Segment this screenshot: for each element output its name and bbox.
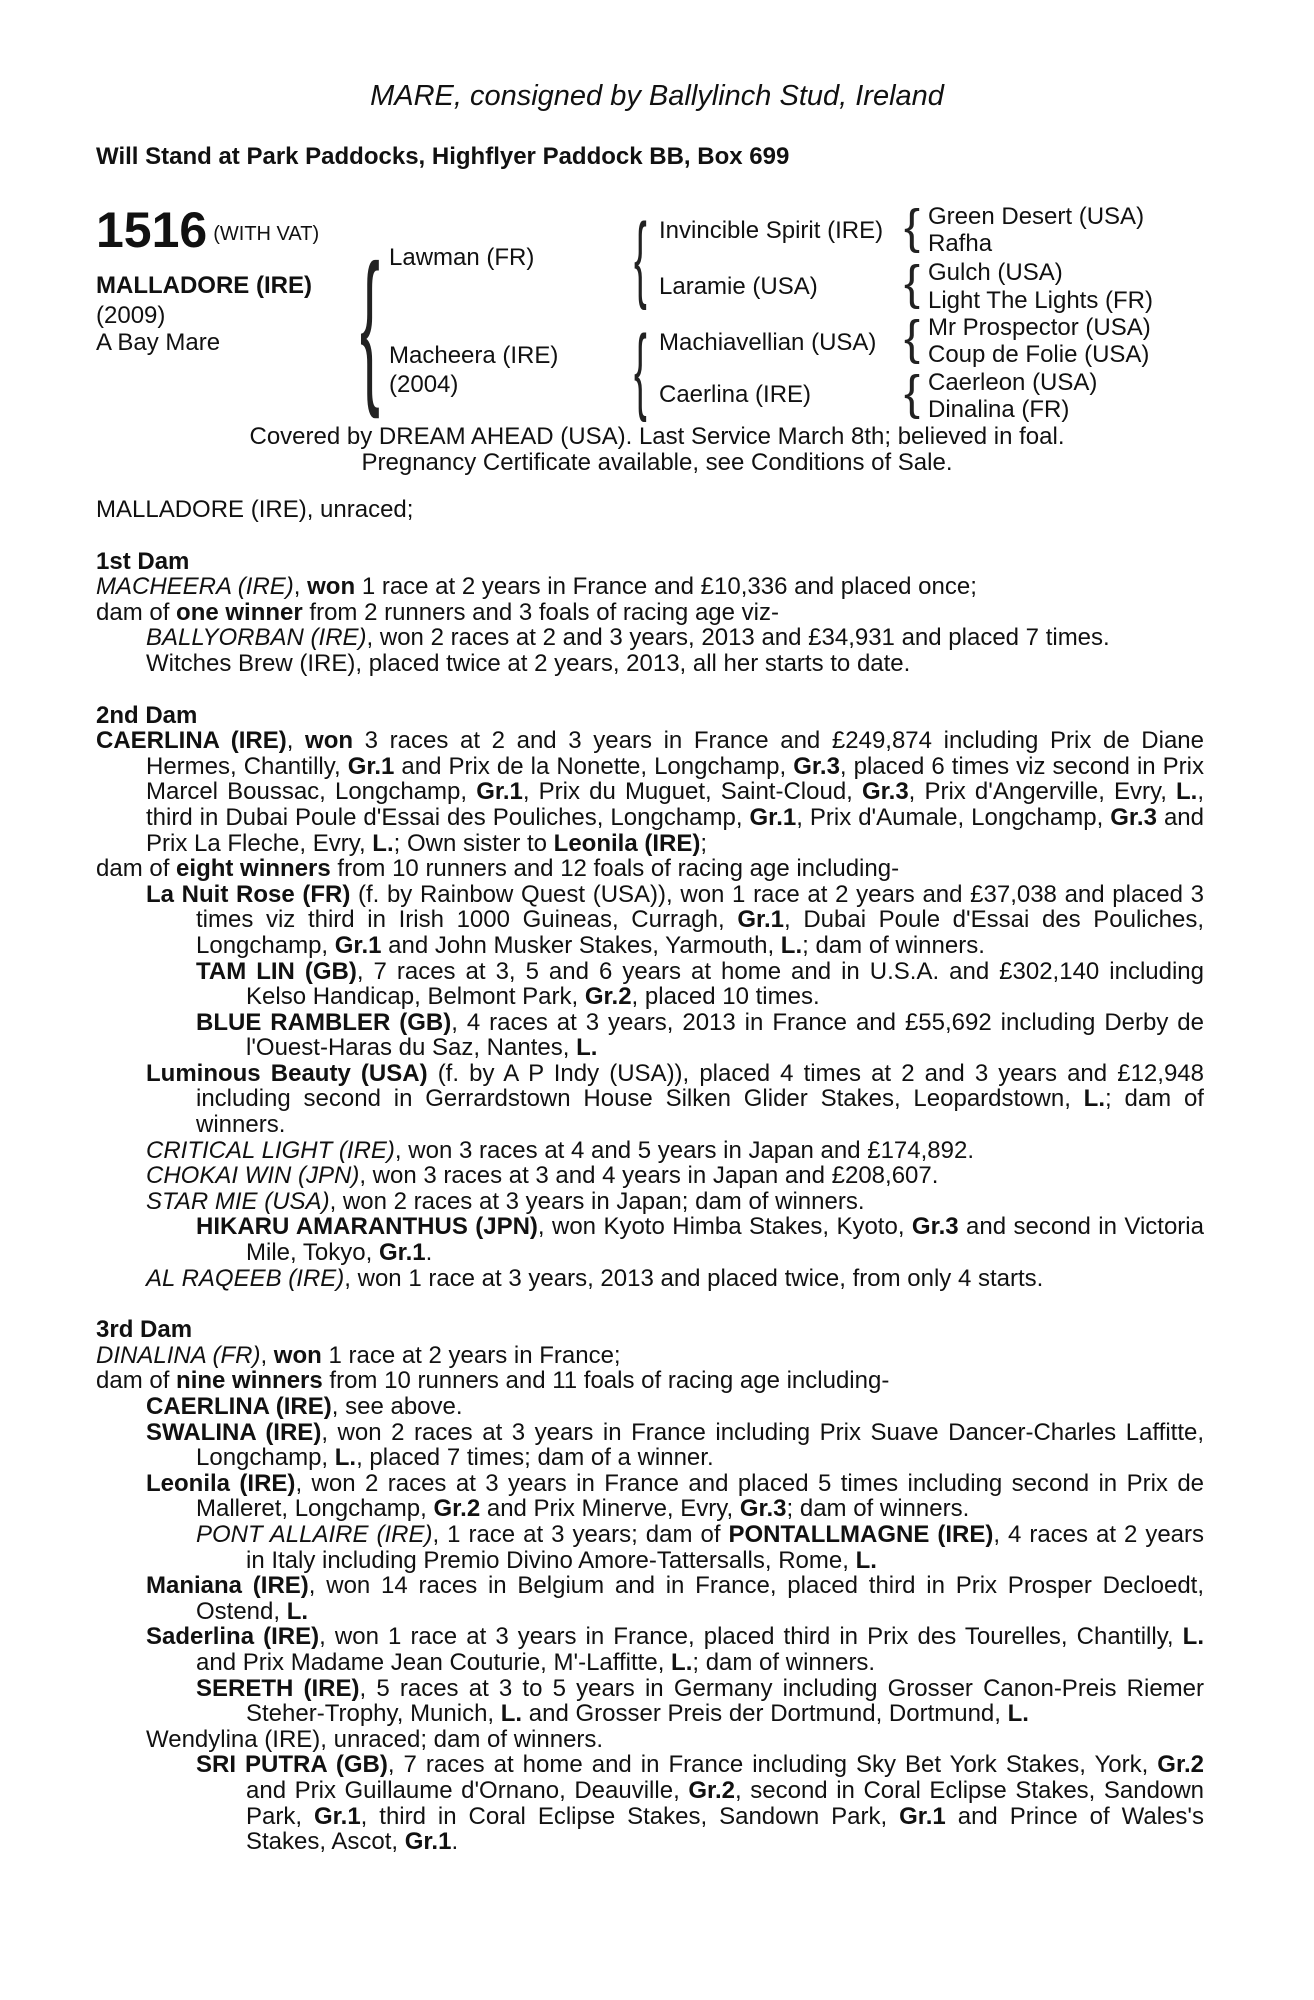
second-dam-grandfoal-1: TAM LIN (GB), 7 races at 3, 5 and 6 years at home and in U.S.A. and £302,140 including Kelso Handicap, Belmont Park, Gr.2, placed 10 times. xyxy=(196,957,1205,1011)
third-dam-produce: dam of nine winners from 10 runners and 11 foals of racing age including- xyxy=(96,1367,890,1395)
pedigree-brace-dam: { xyxy=(634,316,647,423)
second-dam-line: CAERLINA (IRE), won 3 races at 2 and 3 years in France and £249,874 including Prix de Diane Hermes, Chantilly, Gr.1 and Prix de la Nonette, Longchamp, Gr.3, placed 6 times viz second in Prix Marcel Boussac, Longchamp, Gr.1, Prix du Muguet, Saint-Cloud, Gr.3, Prix d'Angerville, Evry, L., third in Dubai Poule d'Essai des Pouliches, Longchamp, Gr.1, Prix d'Aumale, Longchamp, Gr.3 and Prix La Fleche, Evry, L.; Own sister to Leonila (IRE); xyxy=(96,727,1205,857)
third-dam-grandfoal-1: PONT ALLAIRE (IRE), 1 race at 3 years; dam of PONTALLMAGNE (IRE), 4 races at 2 years in Italy including Premio Divino Amore-Tattersalls, Rome, L. xyxy=(196,1520,1205,1574)
pedigree-brace-ds: { xyxy=(904,312,921,365)
third-dam-foal-6: Wendylina (IRE), unraced; dam of winners. xyxy=(146,1725,604,1753)
pedigree-sss: Green Desert (USA) xyxy=(928,203,1145,230)
pedigree-brace-dd: { xyxy=(904,367,921,420)
page-title: MARE, consigned by Ballylinch Stud, Ireland xyxy=(370,80,944,112)
intro-line: MALLADORE (IRE), unraced; xyxy=(96,496,414,523)
pedigree-brace-main: { xyxy=(360,230,380,420)
pedigree-dam: Macheera (IRE) xyxy=(389,342,559,369)
second-dam-grandfoal-3: HIKARU AMARANTHUS (JPN), won Kyoto Himba Stakes, Kyoto, Gr.3 and second in Victoria Mile, Tokyo, Gr.1. xyxy=(196,1213,1204,1267)
first-dam-produce: dam of one winner from 2 runners and 3 foals of racing age viz- xyxy=(96,598,779,626)
covered-line: Covered by DREAM AHEAD (USA). Last Service March 8th; believed in foal. xyxy=(249,423,1065,450)
pedigree-dsd: Coup de Folie (USA) xyxy=(928,341,1150,368)
pedigree-dam-year: (2004) xyxy=(389,371,459,398)
third-dam-grandfoal-3: SRI PUTRA (GB), 7 races at home and in France including Sky Bet York Stakes, York, Gr.2 and Prix Guillaume d'Ornano, Deauville, Gr.2, second in Coral Eclipse Stakes, Sandown Park, Gr.1, third in Coral Eclipse Stakes, Sandown Park, Gr.1 and Prince of Wales's Stakes, Ascot, Gr.1. xyxy=(196,1751,1205,1856)
second-dam-foal-6: AL RAQEEB (IRE), won 1 race at 3 years, 2013 and placed twice, from only 4 starts. xyxy=(146,1264,1044,1292)
pedigree-dds: Caerleon (USA) xyxy=(928,369,1098,396)
second-dam-foal-2: Luminous Beauty (USA) (f. by A P Indy (USA)), placed 4 times at 2 and 3 years and £12,948 including second in Gerrardstown House Silken Glider Stakes, Leopardstown, L.; dam of winners. xyxy=(146,1059,1204,1139)
pedigree-ddd: Dinalina (FR) xyxy=(928,396,1070,423)
pedigree-sire-sire: Invincible Spirit (IRE) xyxy=(659,217,884,244)
pedigree-brace-ss: { xyxy=(904,201,921,254)
pedigree-dam-dam: Caerlina (IRE) xyxy=(659,381,812,408)
first-dam-foal-1: BALLYORBAN (IRE), won 2 races at 2 and 3 years, 2013 and £34,931 and placed 7 times. xyxy=(146,624,1110,652)
pedigree-brace-sd: { xyxy=(904,257,921,310)
second-dam-foal-5: STAR MIE (USA), won 2 races at 3 years in Japan; dam of winners. xyxy=(146,1187,865,1215)
second-dam-foal-3: CRITICAL LIGHT (IRE), won 3 races at 4 and 5 years in Japan and £174,892. xyxy=(146,1136,974,1164)
pedigree-dss: Mr Prospector (USA) xyxy=(928,314,1151,341)
pregnancy-line: Pregnancy Certificate available, see Conditions of Sale. xyxy=(361,449,953,476)
third-dam-foal-1: CAERLINA (IRE), see above. xyxy=(146,1393,463,1420)
vat-note: (WITH VAT) xyxy=(213,222,320,245)
second-dam-foal-1: La Nuit Rose (FR) (f. by Rainbow Quest (USA)), won 1 race at 2 years and £37,038 and placed 3 times viz third in Irish 1000 Guineas, Curragh, Gr.1, Dubai Poule d'Essai des Pouliches, Longchamp, Gr.1 and John Musker Stakes, Yarmouth, L.; dam of winners. xyxy=(146,880,1205,959)
lot-number xyxy=(96,202,320,258)
third-dam-heading: 3rd Dam xyxy=(96,1316,193,1344)
third-dam-foal-2: SWALINA (IRE), won 2 races at 3 years in France including Prix Suave Dancer-Charles Laffitte, Longchamp, L., placed 7 times; dam of a winner. xyxy=(146,1418,1204,1472)
pedigree-ssd: Rafha xyxy=(928,230,993,257)
pedigree-sds: Gulch (USA) xyxy=(928,259,1063,286)
pedigree-sire-dam: Laramie (USA) xyxy=(659,273,818,300)
pedigree-sdd: Light The Lights (FR) xyxy=(928,287,1153,314)
pedigree-brace-sire: { xyxy=(634,204,647,311)
horse-year: (2009) xyxy=(96,302,166,329)
second-dam-grandfoal-2: BLUE RAMBLER (GB), 4 races at 3 years, 2013 in France and £55,692 including Derby de l'Ouest-Haras du Saz, Nantes, L. xyxy=(196,1008,1205,1062)
second-dam-foal-4: CHOKAI WIN (JPN), won 3 races at 3 and 4 years in Japan and £208,607. xyxy=(146,1162,939,1190)
first-dam-line: MACHEERA (IRE), won 1 race at 2 years in France and £10,336 and placed once; xyxy=(96,573,977,601)
horse-description: A Bay Mare xyxy=(96,329,221,356)
second-dam-produce: dam of eight winners from 10 runners and 12 foals of racing age including- xyxy=(96,855,900,883)
third-dam-foal-5: Saderlina (IRE), won 1 race at 3 years in France, placed third in Prix des Tourelles, Chantilly, L. and Prix Madame Jean Couturie, M'-Laffitte, L.; dam of winners. xyxy=(146,1623,1204,1676)
second-dam-heading: 2nd Dam xyxy=(96,701,198,729)
pedigree-dam-sire: Machiavellian (USA) xyxy=(659,329,877,356)
third-dam-grandfoal-2: SERETH (IRE), 5 races at 3 to 5 years in Germany including Grosser Canon-Preis Riemer Steher-Trophy, Munich, L. and Grosser Preis der Dortmund, Dortmund, L. xyxy=(196,1674,1204,1728)
third-dam-foal-3: Leonila (IRE), won 2 races at 3 years in France and placed 5 times including second in Prix de Malleret, Longchamp, Gr.2 and Prix Minerve, Evry, Gr.3; dam of winners. xyxy=(146,1469,1205,1523)
third-dam-line: DINALINA (FR), won 1 race at 2 years in France; xyxy=(96,1341,621,1369)
pedigree-sire: Lawman (FR) xyxy=(389,244,535,271)
first-dam-heading: 1st Dam xyxy=(96,547,190,575)
stand-location: Will Stand at Park Paddocks, Highflyer Paddock BB, Box 699 xyxy=(96,143,790,170)
pedigree-notes xyxy=(96,497,1204,1855)
horse-name: MALLADORE (IRE) xyxy=(96,272,312,299)
third-dam-foal-4: Maniana (IRE), won 14 races in Belgium and in France, placed third in Prix Prosper Decloedt, Ostend, L. xyxy=(146,1572,1205,1625)
first-dam-foal-2: Witches Brew (IRE), placed twice at 2 years, 2013, all her starts to date. xyxy=(146,649,911,677)
lot-number-value: 1516 xyxy=(96,202,208,258)
